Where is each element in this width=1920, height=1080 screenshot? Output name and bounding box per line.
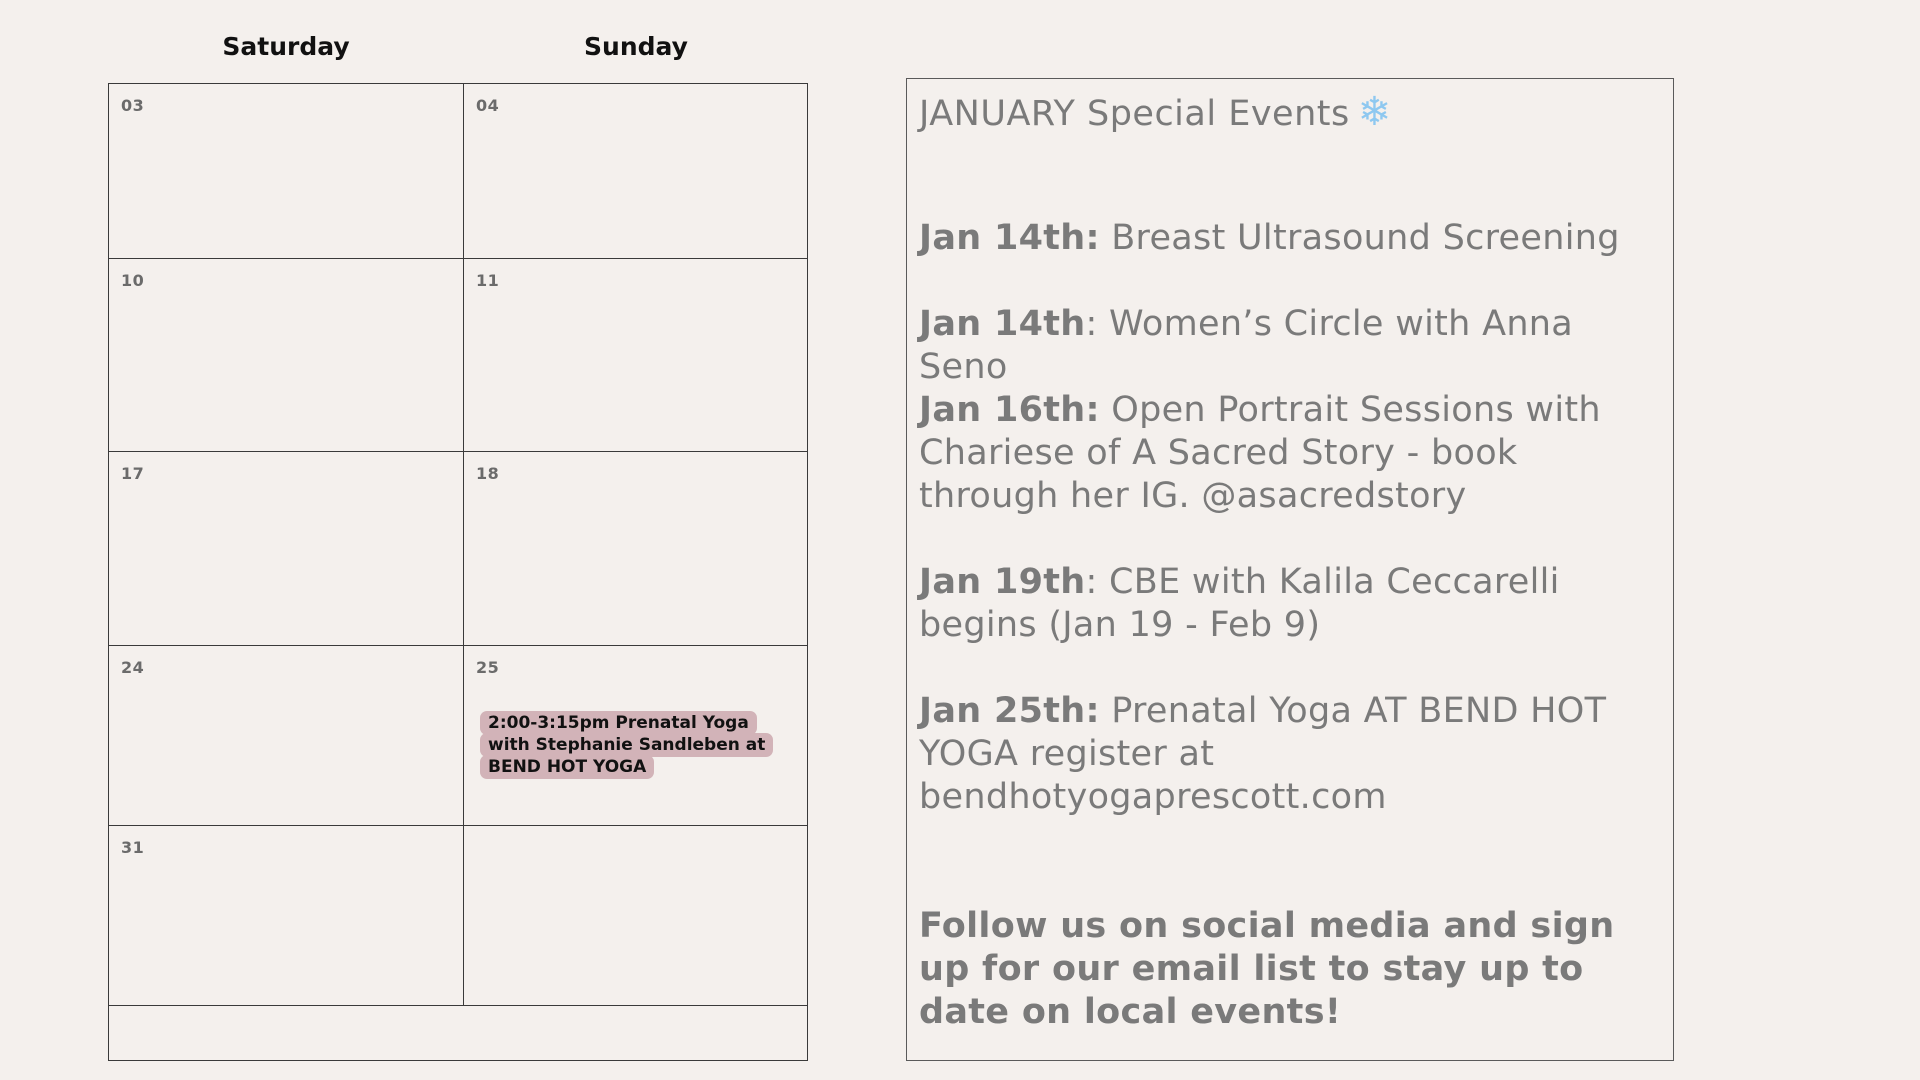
week-row xyxy=(109,259,807,452)
event-date: Jan 19th xyxy=(919,562,1086,602)
event-description: Prenatal Yoga AT BEND HOT YOGA register at bendhotyogaprescott.com xyxy=(919,691,1607,817)
week-row xyxy=(109,84,807,259)
day-cell[interactable] xyxy=(109,826,464,1005)
event-description: Breast Ultrasound Screening xyxy=(1099,218,1620,258)
social-follow-text: Follow us on social media and sign up for our email list to stay up to date on local events! xyxy=(919,906,1615,1032)
day-cell[interactable] xyxy=(109,452,464,645)
calendar-grid xyxy=(108,83,808,1061)
event-date: Jan 16th: xyxy=(919,390,1100,430)
special-event-item xyxy=(919,690,1659,819)
date-number: 17 xyxy=(121,464,145,483)
date-number: 18 xyxy=(476,464,500,483)
special-events-title-text: JANUARY Special Events xyxy=(919,94,1350,134)
calendar-event-label: 2:00-3:15pm Prenatal Yoga with Stephanie Sandleben at BEND HOT YOGA xyxy=(480,711,773,779)
week-row xyxy=(109,646,807,826)
special-event-item xyxy=(919,217,1659,260)
date-number: 31 xyxy=(121,838,145,857)
date-number: 25 xyxy=(476,658,500,677)
date-number: 11 xyxy=(476,271,500,290)
special-events-title xyxy=(919,89,1392,135)
special-event-item xyxy=(919,561,1659,647)
event-description: : Women’s Circle with Anna Seno xyxy=(919,304,1574,387)
day-cell[interactable] xyxy=(464,646,807,825)
day-cell[interactable] xyxy=(109,84,464,258)
day-cell[interactable] xyxy=(464,452,807,645)
week-row xyxy=(109,452,807,646)
day-cell[interactable] xyxy=(464,259,807,451)
special-event-item xyxy=(919,303,1659,389)
event-date: Jan 14th: xyxy=(919,218,1100,258)
day-cell[interactable] xyxy=(109,646,464,825)
day-header-saturday: Saturday xyxy=(222,32,350,61)
snowflake-icon: ❄ xyxy=(1357,89,1392,135)
special-events-panel xyxy=(906,78,1674,1061)
week-row xyxy=(109,826,807,1006)
day-cell[interactable] xyxy=(109,259,464,451)
special-event-item xyxy=(919,389,1659,518)
calendar-event[interactable] xyxy=(480,712,770,778)
day-cell[interactable] xyxy=(464,826,807,1005)
event-date: Jan 14th xyxy=(919,304,1086,344)
day-header-sunday: Sunday xyxy=(584,32,688,61)
day-cell[interactable] xyxy=(464,84,807,258)
event-date: Jan 25th: xyxy=(919,691,1100,731)
date-number: 04 xyxy=(476,96,500,115)
date-number: 03 xyxy=(121,96,145,115)
date-number: 24 xyxy=(121,658,145,677)
event-description: : CBE with Kalila Ceccarelli begins (Jan 19 - Feb 9) xyxy=(919,562,1560,645)
date-number: 10 xyxy=(121,271,145,290)
event-description: Open Portrait Sessions with Chariese of A Sacred Story - book through her IG. @asacredstory xyxy=(919,390,1601,516)
